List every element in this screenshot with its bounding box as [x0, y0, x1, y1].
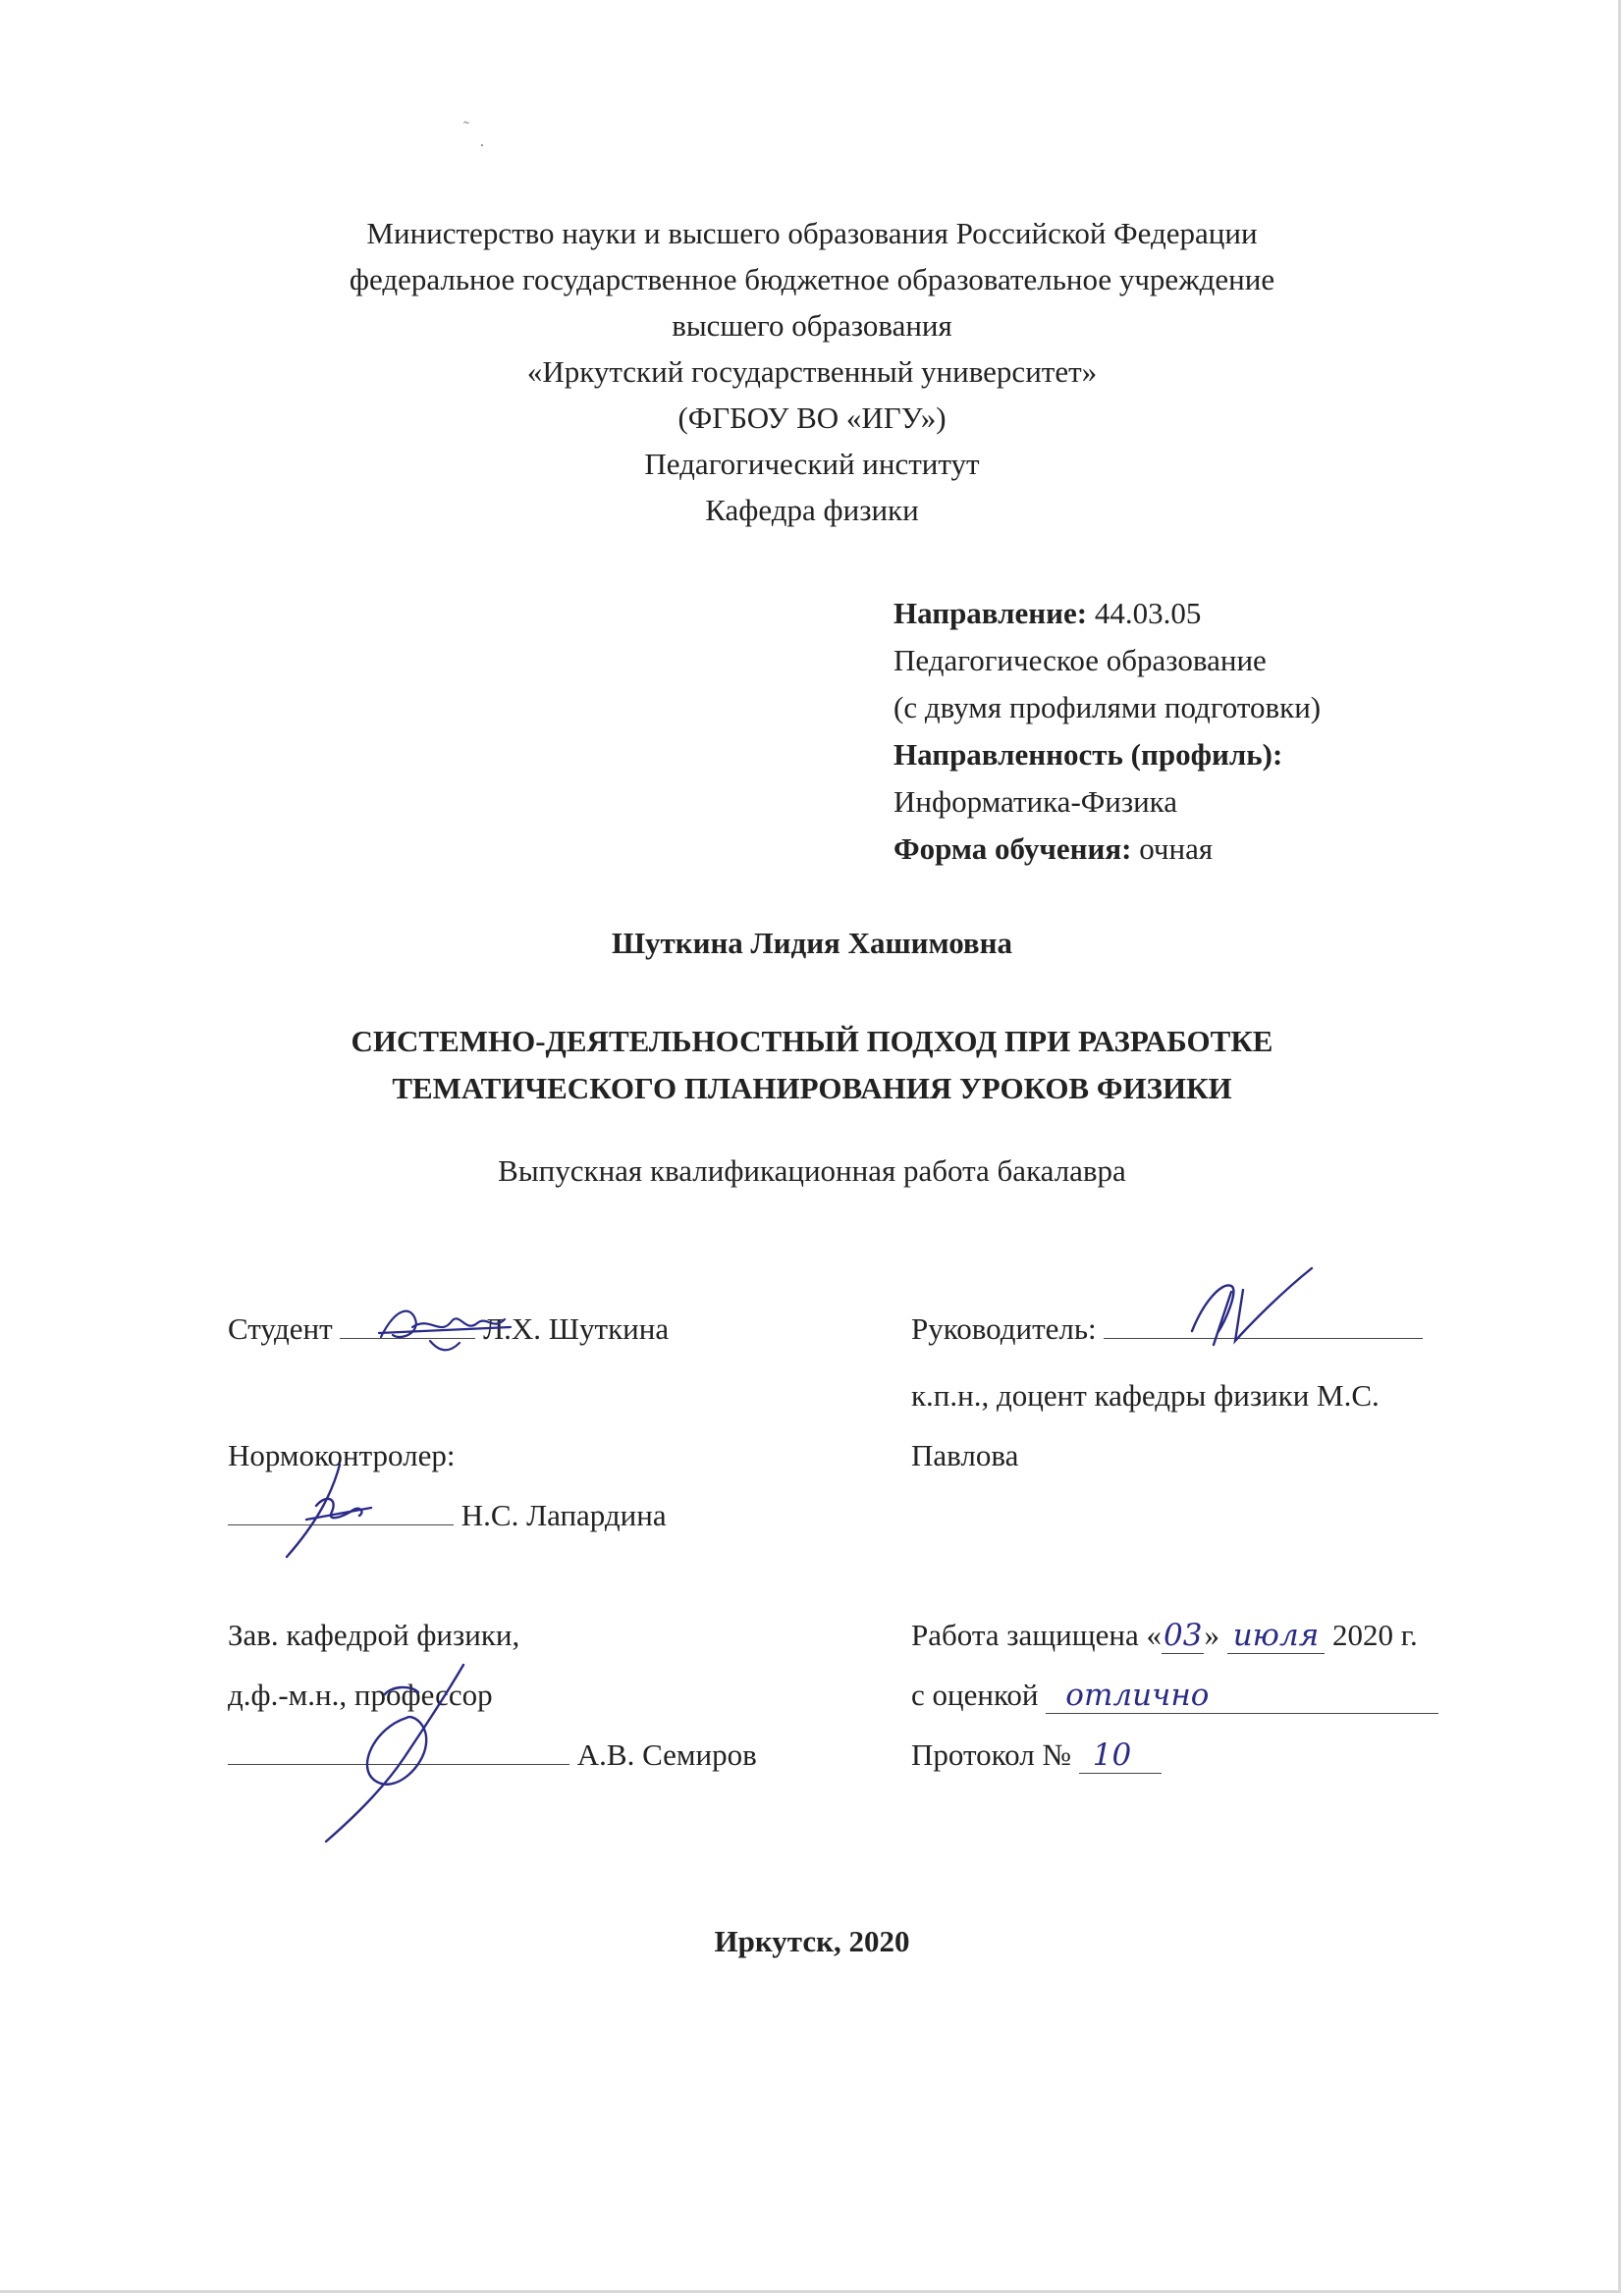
defense-date-row — [911, 1618, 1418, 1653]
defense-month: июля — [1227, 1618, 1326, 1654]
supervisor-surname: Павлова — [911, 1438, 1019, 1472]
head-degree: д.ф.-м.н., профессор — [228, 1678, 493, 1712]
student-full-name: Шуткина Лидия Хашимовна — [611, 926, 1013, 960]
supervisor-label: Руководитель: — [911, 1311, 1097, 1346]
grade-row — [911, 1678, 1438, 1714]
direction-label: Направление: — [893, 596, 1088, 630]
supervisor-title: к.п.н., доцент кафедры физики М.С. — [911, 1378, 1380, 1413]
ministry-line: Министерство науки и высшего образования Российской Федерации — [366, 216, 1258, 250]
education-level-line: высшего образования — [672, 308, 952, 343]
protocol-number: 10 — [1079, 1737, 1162, 1774]
institution-header — [0, 210, 1624, 533]
normcontrol-label: Нормоконтролер: — [228, 1438, 456, 1472]
institute-line: Педагогический институт — [644, 447, 980, 481]
study-form-value: очная — [1139, 831, 1214, 866]
defense-prefix: Работа защищена « — [911, 1618, 1162, 1652]
university-name-line: «Иркутский государственный университет» — [526, 354, 1098, 389]
institution-type-line: федеральное государственное бюджетное образовательное учреждение — [349, 262, 1275, 296]
normcontrol-name: Н.С. Лапардина — [460, 1498, 667, 1532]
normcontrol-signature — [277, 1455, 385, 1563]
supervisor-label-row — [911, 1311, 1423, 1347]
university-abbr-line: (ФГБОУ ВО «ИГУ») — [677, 400, 947, 435]
direction-note: (с двумя профилями подготовки) — [893, 690, 1322, 724]
profile-value: Информатика-Физика — [893, 784, 1178, 819]
department-line: Кафедра физики — [705, 493, 919, 527]
study-form-label: Форма обучения: — [893, 831, 1132, 866]
defense-quote-close: » — [1204, 1618, 1219, 1652]
thesis-title-line2: ТЕМАТИЧЕСКОГО ПЛАНИРОВАНИЯ УРОКОВ ФИЗИКИ — [392, 1071, 1232, 1105]
protocol-label: Протокол № — [911, 1737, 1071, 1772]
thesis-title-line1: СИСТЕМНО-ДЕЯТЕЛЬНОСТНЫЙ ПОДХОД ПРИ РАЗРАБОТКЕ — [351, 1024, 1273, 1058]
scan-speck: · — [479, 135, 485, 155]
defense-day: 03 — [1164, 1618, 1203, 1653]
defense-year: 2020 г. — [1331, 1618, 1418, 1652]
head-label: Зав. кафедрой физики, — [228, 1618, 520, 1652]
student-name: Л.Х. Шуткина — [483, 1311, 670, 1346]
head-signature-row — [228, 1737, 757, 1773]
profile-label: Направленность (профиль): — [893, 737, 1283, 772]
scan-speck: ˜ — [463, 118, 469, 137]
student-label: Студент — [228, 1311, 333, 1346]
direction-name: Педагогическое образование — [893, 643, 1267, 677]
direction-code: 44.03.05 — [1094, 596, 1202, 630]
program-info — [893, 590, 1321, 873]
head-signature — [316, 1659, 483, 1845]
grade-value: отлично — [1046, 1678, 1438, 1714]
protocol-row — [911, 1737, 1162, 1774]
grade-label: с оценкой — [911, 1678, 1039, 1712]
thesis-title — [0, 1018, 1624, 1112]
city-year: Иркутск, 2020 — [714, 1924, 910, 1958]
thesis-subtitle: Выпускная квалификационная работа бакалавра — [498, 1153, 1126, 1188]
student-signature — [371, 1298, 518, 1359]
supervisor-signature — [1174, 1262, 1322, 1351]
head-name: А.В. Семиров — [576, 1737, 757, 1772]
